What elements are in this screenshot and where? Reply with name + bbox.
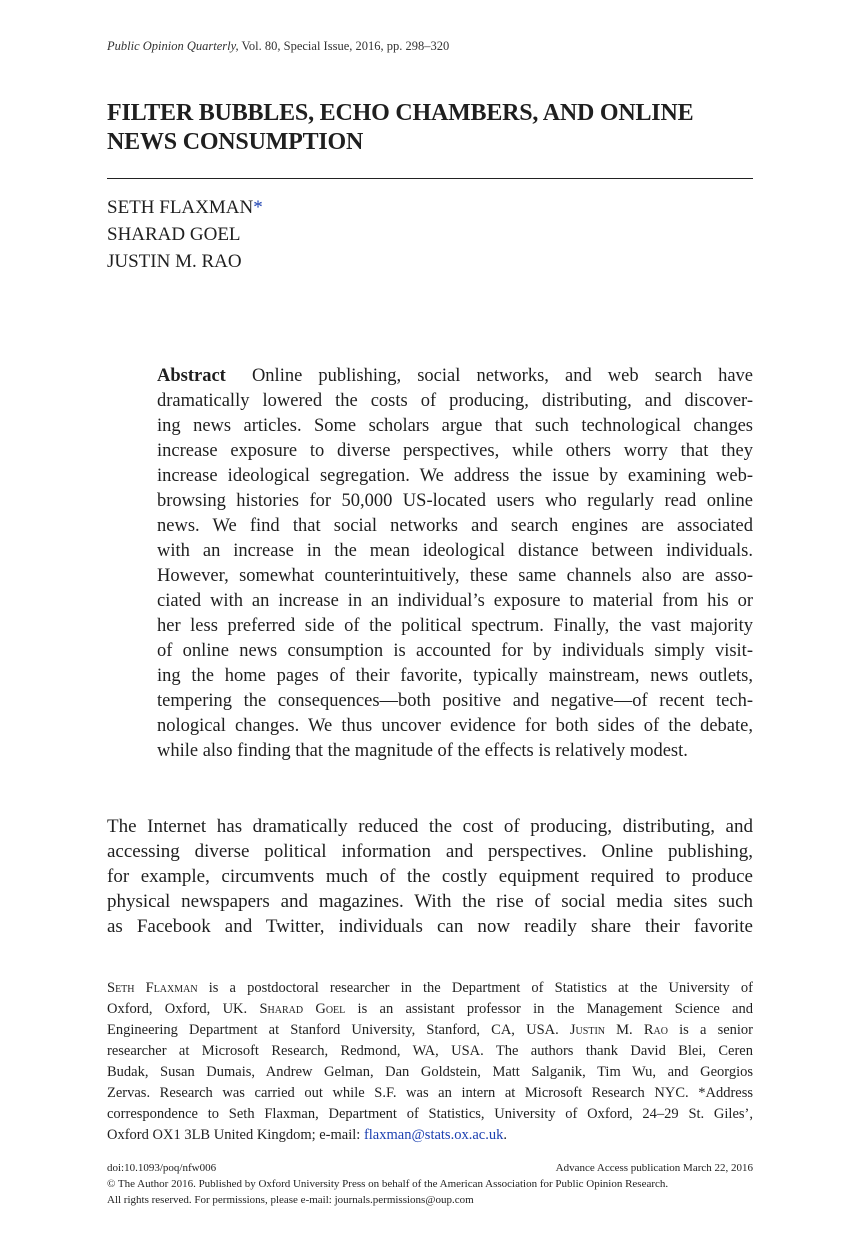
doi: doi:10.1093/poq/nfw006 <box>107 1162 217 1174</box>
body-line: as Facebook and Twitter, individuals can now readily share their favorite <box>107 916 753 937</box>
footnote-author-2: Sharad Goel <box>259 1001 346 1017</box>
author-1-footnote-link[interactable]: * <box>253 197 263 218</box>
author-list <box>107 194 263 275</box>
journal-name: Public Opinion Quarterly, <box>107 39 239 53</box>
author-3: JUSTIN M. RAO <box>107 251 242 272</box>
email-link[interactable]: flaxman@stats.ox.ac.uk <box>363 1127 504 1143</box>
footnote-line: Zervas. Research was carried out while S.F. was an intern at Microsoft Research NYC. *Address <box>107 1085 753 1101</box>
body-line: accessing diverse political information and perspectives. Online publishing, <box>107 841 753 862</box>
copyright: © The Author 2016. Published by Oxford University Press on behalf of the American Association for Public Opinion Research. <box>107 1178 669 1190</box>
abstract-line: her less preferred side of the political spectrum. Finally, the vast majority <box>157 616 753 636</box>
author-1 <box>107 194 263 221</box>
footnote-author-1: Seth Flaxman <box>107 980 198 996</box>
abstract-line: ing news articles. Some scholars argue that such technological changes <box>157 416 753 436</box>
abstract-line: news. We find that social networks and search engines are associated <box>157 516 753 536</box>
abstract-line: dramatically lowered the costs of producing, distributing, and discover- <box>157 391 753 411</box>
title-rule <box>107 178 753 179</box>
body-paragraph <box>107 814 753 939</box>
footnote-line: Oxford OX1 3LB United Kingdom; e-mail: flaxman@stats.ox.ac.uk. <box>107 1127 507 1143</box>
abstract-line: nological changes. We thus uncover evidence for both sides of the debate, <box>157 716 753 736</box>
footnote-line: Oxford, Oxford, UK. Sharad Goel is an assistant professor in the Management Science and <box>107 1001 753 1017</box>
abstract-label: Abstract <box>157 366 226 386</box>
abstract-line: with an increase in the mean ideological distance between individuals. <box>157 541 753 561</box>
abstract-line: Abstract Online publishing, social networks, and web search have <box>157 366 753 386</box>
title-line-1: FILTER BUBBLES, ECHO CHAMBERS, AND ONLINE <box>107 100 694 126</box>
abstract-line: increase ideological segregation. We address the issue by examining web- <box>157 466 753 486</box>
running-head <box>107 39 449 54</box>
publication-info <box>107 1160 753 1208</box>
author-1-name: SETH FLAXMAN <box>107 197 254 218</box>
abstract-line: while also finding that the magnitude of the effects is relatively modest. <box>157 741 688 761</box>
abstract-line: increase exposure to diverse perspectives, while others worry that they <box>157 441 753 461</box>
advance-access: Advance Access publication March 22, 2016 <box>555 1162 753 1174</box>
abstract-line: of online news consumption is accounted for by individuals simply visit- <box>157 641 753 661</box>
footnote-author-3: Justin M. Rao <box>569 1022 668 1038</box>
abstract-line: ciated with an increase in an individual’s exposure to material from his or <box>157 591 753 611</box>
rights: All rights reserved. For permissions, please e-mail: journals.permissions@oup.com <box>107 1194 474 1206</box>
footnote-line: correspondence to Seth Flaxman, Department of Statistics, University of Oxford, 24–29 St. Giles’, <box>107 1106 753 1122</box>
abstract-line: ing the home pages of their favorite, typically mainstream, news outlets, <box>157 666 753 686</box>
author-2: SHARAD GOEL <box>107 224 241 245</box>
doi-row <box>107 1160 753 1176</box>
journal-details: Vol. 80, Special Issue, 2016, pp. 298–320 <box>238 39 450 53</box>
footnote-line: Seth Flaxman is a postdoctoral researcher in the Department of Statistics at the University of <box>107 980 753 996</box>
abstract-line: browsing histories for 50,000 US-located users who regularly read online <box>157 491 753 511</box>
body-line: The Internet has dramatically reduced the cost of producing, distributing, and <box>107 816 753 837</box>
author-footnote <box>107 978 753 1146</box>
footnote-line: researcher at Microsoft Research, Redmond, WA, USA. The authors thank David Blei, Ceren <box>107 1043 753 1059</box>
title-line-2: NEWS CONSUMPTION <box>107 129 364 155</box>
body-line: physical newspapers and magazines. With the rise of social media sites such <box>107 891 753 912</box>
abstract-line: However, somewhat counterintuitively, these same channels also are asso- <box>157 566 753 586</box>
footnote-line: Engineering Department at Stanford University, Stanford, CA, USA. Justin M. Rao is a senior <box>107 1022 754 1038</box>
body-line: for example, circumvents much of the costly equipment required to produce <box>107 866 753 887</box>
footnote-line: Budak, Susan Dumais, Andrew Gelman, Dan Goldstein, Matt Salganik, Tim Wu, and Georgios <box>107 1064 753 1080</box>
article-title <box>107 99 753 157</box>
abstract <box>157 364 753 764</box>
abstract-line: tempering the consequences—both positive and negative—of recent tech- <box>157 691 753 711</box>
